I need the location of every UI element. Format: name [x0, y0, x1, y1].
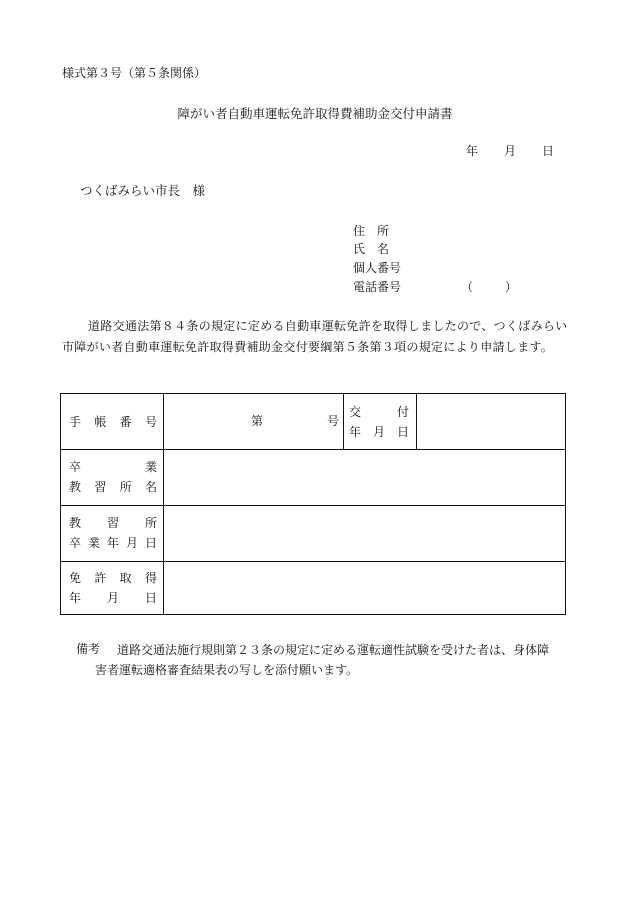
- phone-paren-close: ）: [505, 280, 518, 294]
- row-license-date: [61, 561, 565, 614]
- remarks-label: 備考: [76, 642, 101, 656]
- row-handbook-number: [61, 394, 565, 449]
- document-title: 障がい者自動車運転免許取得費補助金交付申請書: [177, 106, 453, 121]
- graduation-date-label: 教 習 所 卒 業 年 月 日: [69, 516, 157, 550]
- license-acquired-date-label: 免 許 取 得 年 月 日: [69, 571, 157, 605]
- date-year-label: 年: [466, 144, 479, 158]
- applicant-name-label: 氏 名: [353, 242, 390, 256]
- row-school-name: [61, 449, 565, 505]
- application-statement: 道路交通法第８４条の規定に定める自動車運転免許を取得しましたので、つくばみらい市障がい者自動車運転免許取得費補助金交付要綱第５条第３項の規定により申請します。: [62, 319, 568, 354]
- issue-date-label: 交 付 年 月 日: [349, 405, 409, 439]
- handbook-go-label: 号: [327, 414, 340, 428]
- graduated-school-name-label: 卒 業 教 習 所 名: [69, 460, 157, 494]
- applicant-phone-label: 電話番号: [353, 280, 402, 294]
- addressee: つくばみらい市長 様: [80, 183, 206, 198]
- application-table: [60, 393, 566, 615]
- date-day-label: 日: [542, 144, 555, 158]
- remarks-text: [95, 640, 577, 680]
- handbook-dai-label: 第: [251, 414, 264, 428]
- remarks-line-2: 害者運転適格審査結果表の写しを添付願います。: [95, 663, 359, 677]
- date-line: [466, 142, 554, 159]
- applicant-address-label: 住 所: [353, 224, 390, 238]
- handbook-number-label: 手 帳 番 号: [69, 415, 157, 429]
- applicant-my-number-label: 個人番号: [353, 261, 402, 275]
- remarks-line-1: 道路交通法施行規則第２３条の規定に定める運転適性試験を受けた者は、身体障: [117, 643, 550, 657]
- phone-paren-open: （: [461, 280, 474, 294]
- row-graduation-date: [61, 505, 565, 561]
- form-number: 様式第３号（第５条関係）: [62, 66, 207, 80]
- date-month-label: 月: [504, 144, 517, 158]
